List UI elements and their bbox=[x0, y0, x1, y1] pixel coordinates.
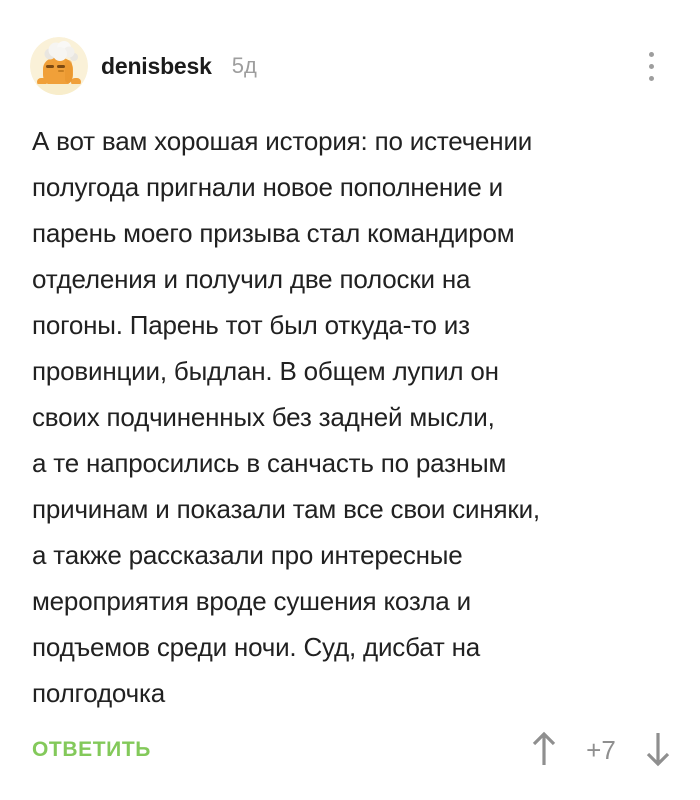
comment-text-line: парень моего призыва стал командиром bbox=[32, 218, 515, 248]
upvote-button[interactable] bbox=[530, 731, 558, 769]
comment-text-line: причинам и показали там все свои синяки, bbox=[32, 494, 540, 524]
more-options-button[interactable] bbox=[636, 45, 666, 87]
reply-button[interactable]: ОТВЕТИТЬ bbox=[32, 738, 151, 761]
comment-header bbox=[30, 37, 670, 95]
comment-text-line: полугода пригнали новое пополнение и bbox=[32, 172, 503, 202]
arrow-up-icon bbox=[530, 731, 558, 770]
comment-text-line: подъемов среди ночи. Суд, дисбат на bbox=[32, 632, 481, 662]
comment-text-line: своих подчиненных без задней мысли, bbox=[32, 402, 495, 432]
comment-text-line: полгодочка bbox=[32, 678, 165, 708]
kebab-menu-icon bbox=[649, 76, 654, 81]
comment-text-line: мероприятия вроде сушения козла и bbox=[32, 586, 471, 616]
chef-hat-character-icon bbox=[30, 82, 88, 95]
vote-controls bbox=[530, 731, 672, 769]
username[interactable]: denisbesk bbox=[101, 52, 212, 79]
comment-text-line: погоны. Парень тот был откуда-то из bbox=[32, 310, 470, 340]
avatar[interactable] bbox=[30, 37, 88, 95]
rating-value: +7 bbox=[586, 734, 616, 765]
kebab-menu-icon bbox=[649, 52, 654, 57]
kebab-menu-icon bbox=[649, 64, 654, 69]
comment-body bbox=[32, 118, 672, 716]
comment-text-line: А вот вам хорошая история: по истечении bbox=[32, 126, 533, 156]
arrow-down-icon bbox=[644, 731, 672, 770]
comment-text-line: провинции, быдлан. В общем лупил он bbox=[32, 356, 499, 386]
comment-footer bbox=[32, 728, 672, 772]
comment-text-line: отделения и получил две полоски на bbox=[32, 264, 471, 294]
downvote-button[interactable] bbox=[644, 731, 672, 769]
comment-text-line: а также рассказали про интересные bbox=[32, 540, 463, 570]
comment-timestamp[interactable]: 5д bbox=[231, 53, 257, 78]
comment-text-line: а те напросились в санчасть по разным bbox=[32, 448, 507, 478]
